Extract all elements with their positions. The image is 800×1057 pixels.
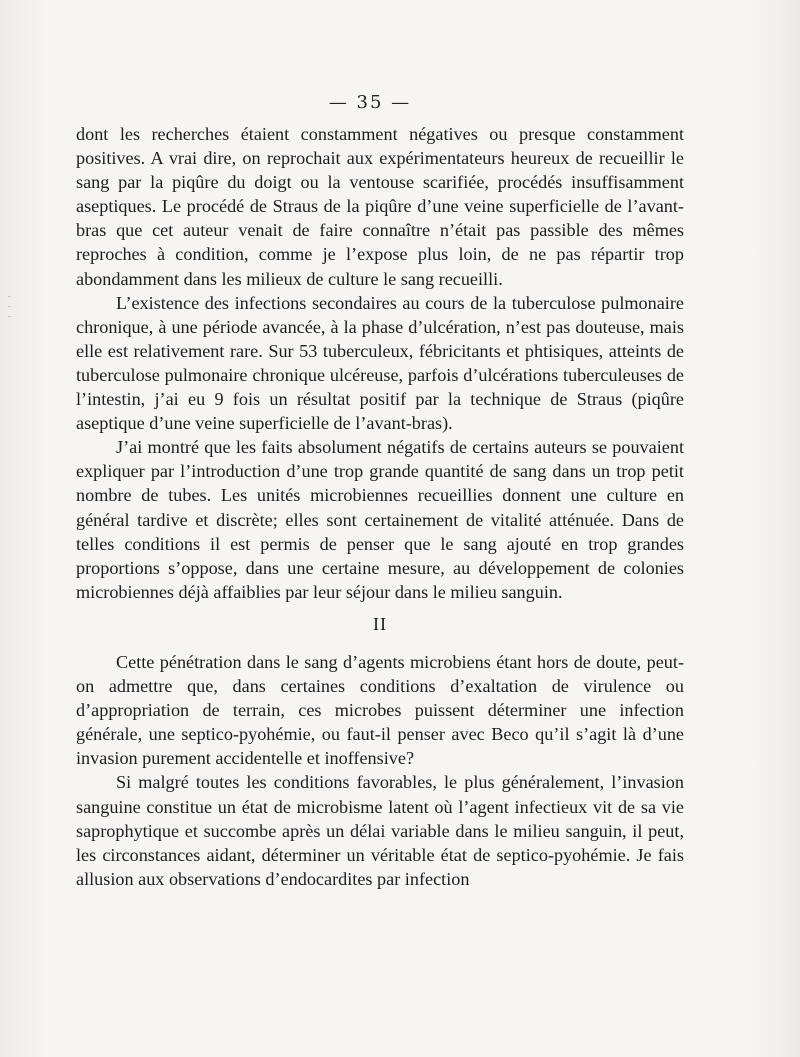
paragraph: Cette pénétration dans le sang d’agents microbiens étant hors de doute, peut-on admettre que, dans certaines conditions d’exaltation de virulence ou d’appropriation de terrain, ces microbes puissent déterminer une infection générale, une septico-pyohémie, ou faut-il penser avec Beco qu’il s’agit là d’une invasion purement accidentelle et inoffensive? (76, 651, 684, 769)
section-heading: II (372, 613, 388, 634)
paragraph: Si malgré toutes les conditions favorables, le plus généralement, l’invasion sanguine constitue un état de microbisme latent où l’agent infectieux vit de sa vie saprophytique et succombe après un délai variable dans le milieu sanguin, il peut, les circonstances aidant, déterminer un véritable état de septico-pyohémie. Je fais allusion aux observations d’endocardites par infection (76, 772, 684, 889)
body-text (76, 122, 684, 891)
paragraph: J’ai montré que les faits absolument négatifs de certains auteurs se pouvaient expliquer par l’introduction d’une trop grande quantité de sang dans un trop petit nombre de tubes. Les unités microbiennes recueillies donnent une culture en général tardive et discrète; elles sont certainement de vitalité atténuée. Dans de telles conditions il est permis de penser que le sang ajouté en trop grandes proportions s’oppose, dans une certaine mesure, au développement de colonies microbiennes déjà affaiblies par leur séjour dans le milieu sanguin. (76, 437, 684, 602)
paragraph: dont les recherches étaient constamment négatives ou presque constamment positives. A vrai dire, on reprochait aux expérimentateurs heureux de recueillir le sang par la piqûre du doigt ou la ventouse scarifiée, procédés insuffisamment aseptiques. Le procédé de Straus de la piqûre d’une veine superficielle de l’avant-bras que cet auteur venait de faire connaître n’était pas passible des mêmes reproches à condition, comme je l’expose plus loin, de ne pas répartir trop abondamment dans les milieux de culture le sang recueilli. (76, 124, 684, 289)
page-number: — 35 — (328, 92, 412, 113)
scan-artifact (8, 316, 11, 317)
paragraph: L’existence des infections secondaires au cours de la tuberculose pulmonaire chronique, à une période avancée, à la phase d’ulcération, n’est pas douteuse, mais elle est relativement rare. Sur 53 tuberculeux, fébricitants et phtisiques, atteints de tuberculose pulmonaire chronique ulcéreuse, parfois d’ulcérations tuberculeuses de l’intestin, j’ai eu 9 fois un résultat positif par la technique de Straus (piqûre aseptique d’une veine superficielle de l’avant-bras). (76, 292, 684, 434)
scan-artifact (8, 296, 11, 297)
scan-artifact (8, 306, 11, 307)
